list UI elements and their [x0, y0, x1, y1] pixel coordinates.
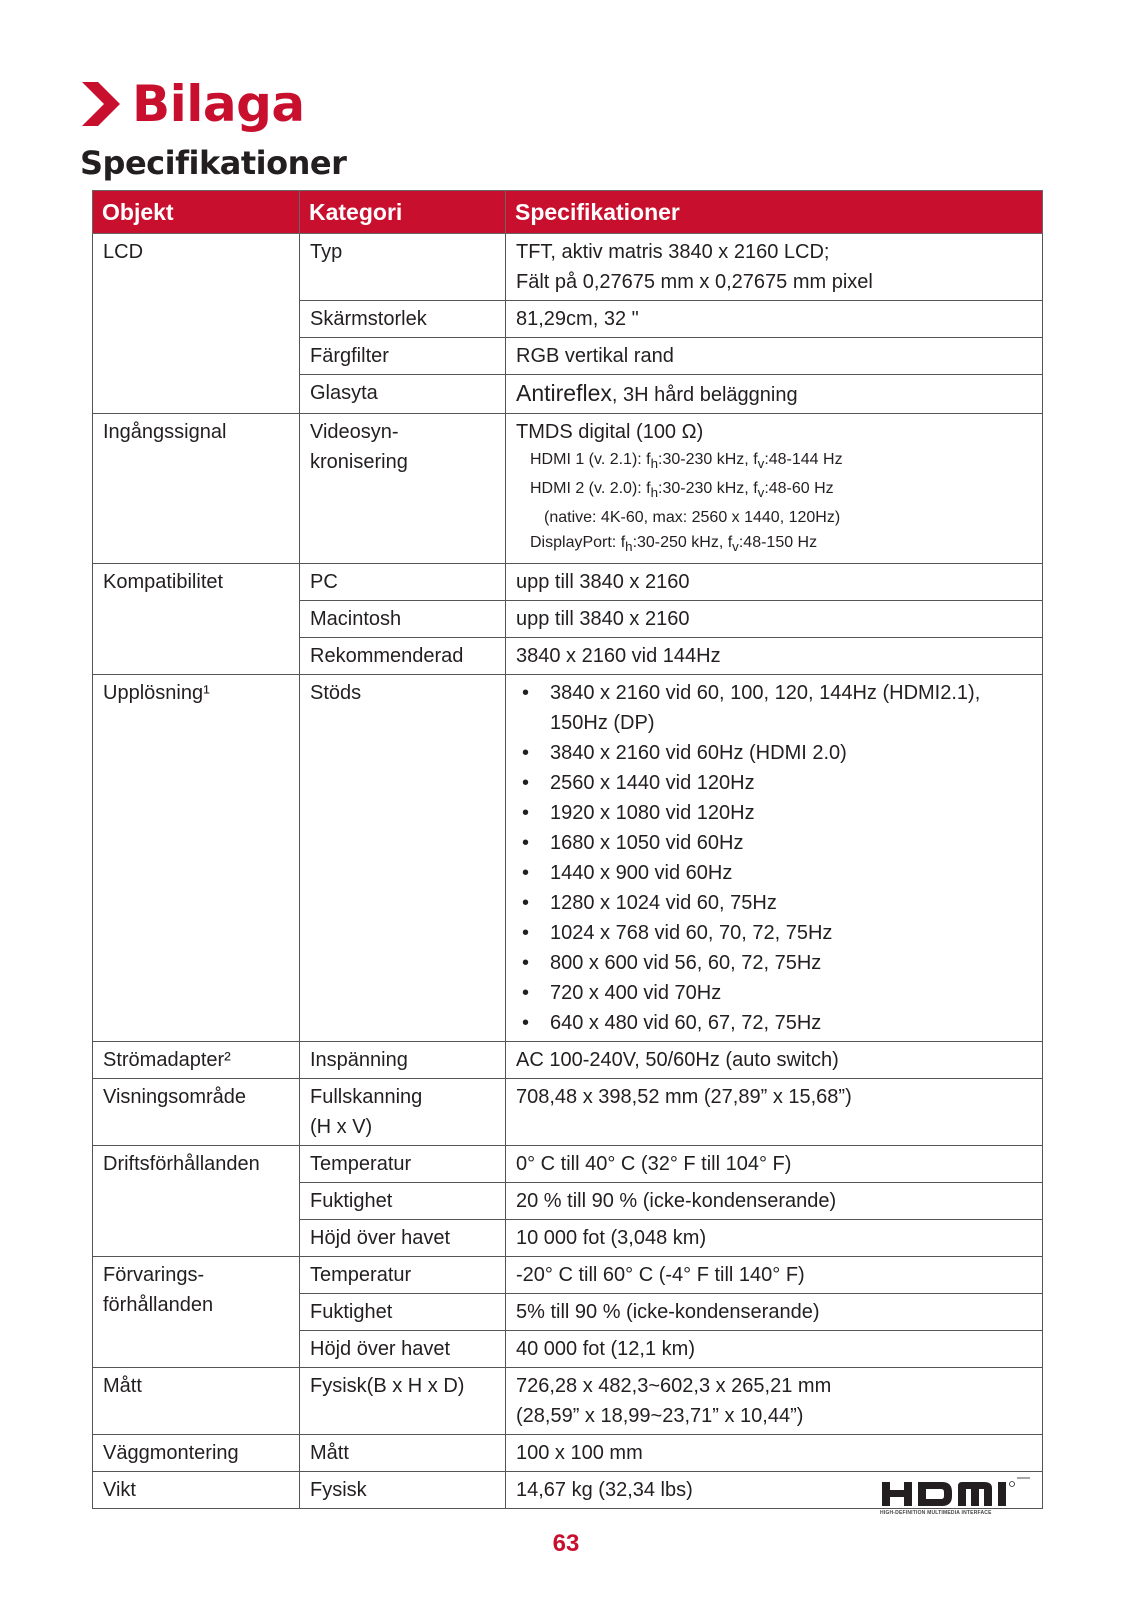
spec-cell: RGB vertikal rand	[506, 338, 1043, 375]
spec-line: (28,59” x 18,99~23,71” x 10,44”)	[516, 1404, 804, 1427]
item-line: Förvarings-	[103, 1263, 205, 1286]
spec-cell: 81,29cm, 32 "	[506, 301, 1043, 338]
table-row	[93, 414, 1043, 564]
item-line: förhållanden	[103, 1293, 214, 1316]
category-cell: Glasyta	[300, 375, 506, 414]
table-row	[93, 1434, 1043, 1471]
list-item: • 1024 x 768 vid 60, 70, 72, 75Hz	[516, 918, 1032, 948]
spec-cell: 14,67 kg (32,34 lbs)	[506, 1471, 1043, 1508]
category-cell: Stöds	[300, 674, 506, 1041]
item-cell: Mått	[93, 1367, 300, 1434]
sub: v	[732, 539, 739, 555]
spec-cell	[506, 234, 1043, 301]
list-item: • 640 x 480 vid 60, 67, 72, 75Hz	[516, 1008, 1032, 1038]
text: DisplayPort: f	[530, 534, 626, 552]
chapter-title: Bilaga	[132, 75, 305, 133]
table-row	[93, 234, 1043, 301]
table-row	[93, 674, 1043, 1041]
table-row	[93, 1041, 1043, 1078]
table-row	[93, 1256, 1043, 1293]
category-cell: Mått	[300, 1434, 506, 1471]
category-cell: Fuktighet	[300, 1293, 506, 1330]
text: :30-250 kHz, f	[632, 534, 733, 552]
category-cell: Temperatur	[300, 1256, 506, 1293]
table-row	[93, 1078, 1043, 1145]
list-item: • 1680 x 1050 vid 60Hz	[516, 828, 1032, 858]
item-cell: Upplösning¹	[93, 674, 300, 1041]
hdmi1-line	[516, 447, 1032, 476]
item-cell: Visningsområde	[93, 1078, 300, 1145]
item-cell: Ingångssignal	[93, 414, 300, 564]
chevron-right-icon	[80, 80, 122, 128]
header-category: Kategori	[300, 191, 506, 234]
spec-cell: 708,48 x 398,52 mm (27,89” x 15,68”)	[506, 1078, 1043, 1145]
spec-cell: AC 100-240V, 50/60Hz (auto switch)	[506, 1041, 1043, 1078]
item-cell: Strömadapter²	[93, 1041, 300, 1078]
spec-cell	[506, 674, 1043, 1041]
item-cell: Kompatibilitet	[93, 563, 300, 674]
list-item: • 800 x 600 vid 56, 60, 72, 75Hz	[516, 948, 1032, 978]
category-cell: Typ	[300, 234, 506, 301]
list-item: • 3840 x 2160 vid 60, 100, 120, 144Hz (HDMI2.1), 150Hz (DP)	[516, 678, 1032, 738]
item-cell: Driftsförhållanden	[93, 1145, 300, 1256]
item-cell: LCD	[93, 234, 300, 414]
sub: h	[650, 485, 659, 501]
spec-cell: 3840 x 2160 vid 144Hz	[506, 637, 1043, 674]
table-row	[93, 1367, 1043, 1434]
category-cell: PC	[300, 563, 506, 600]
spec-line: 726,28 x 482,3~602,3 x 265,21 mm	[516, 1374, 832, 1397]
spec-cell	[506, 414, 1043, 564]
spec-line: TMDS digital (100 Ω)	[516, 421, 704, 443]
list-item: • 3840 x 2160 vid 60Hz (HDMI 2.0)	[516, 738, 1032, 768]
hdmi2-line	[516, 476, 1032, 505]
spec-table	[92, 190, 1043, 1509]
item-cell: Väggmontering	[93, 1434, 300, 1471]
section-title: Specifikationer	[80, 144, 347, 182]
hdmi-logo-subtitle: HIGH-DEFINITION MULTIMEDIA INTERFACE	[880, 1510, 992, 1516]
spec-line: Fält på 0,27675 mm x 0,27675 mm pixel	[516, 271, 873, 293]
text: :48-144 Hz	[764, 451, 843, 468]
header-item: Objekt	[93, 191, 300, 234]
spec-cell: 0° C till 40° C (32° F till 104° F)	[506, 1145, 1043, 1182]
spec-cell: 5% till 90 % (icke-kondenserande)	[506, 1293, 1043, 1330]
spec-cell	[506, 1367, 1043, 1434]
spec-cell	[506, 375, 1043, 414]
category-line: (H x V)	[310, 1115, 373, 1138]
category-cell: Höjd över havet	[300, 1219, 506, 1256]
spec-cell: upp till 3840 x 2160	[506, 563, 1043, 600]
sub: v	[757, 456, 765, 472]
category-cell	[300, 1078, 506, 1145]
category-cell	[300, 414, 506, 564]
list-item: • 720 x 400 vid 70Hz	[516, 978, 1032, 1008]
text: HDMI 1 (v. 2.1): f	[530, 451, 651, 468]
category-cell: Temperatur	[300, 1145, 506, 1182]
sub: v	[757, 485, 765, 501]
text: :30-230 kHz, f	[658, 480, 758, 498]
category-cell: Fysisk(B x H x D)	[300, 1367, 506, 1434]
table-row	[93, 1145, 1043, 1182]
sub: h	[650, 456, 659, 472]
text: :30-230 kHz, f	[658, 451, 758, 468]
category-cell: Höjd över havet	[300, 1330, 506, 1367]
category-line: Videosyn-	[310, 421, 399, 443]
table-row	[93, 563, 1043, 600]
category-cell: Inspänning	[300, 1041, 506, 1078]
hdmi-logo-icon	[880, 1476, 1030, 1512]
spec-cell: 40 000 fot (12,1 km)	[506, 1330, 1043, 1367]
item-cell	[93, 1256, 300, 1367]
native-line: (native: 4K-60, max: 2560 x 1440, 120Hz)	[544, 509, 841, 527]
category-cell: Rekommenderad	[300, 637, 506, 674]
header-spec: Specifikationer	[506, 191, 1043, 234]
category-cell: Fysisk	[300, 1471, 506, 1508]
resolution-list	[516, 678, 1032, 1038]
category-cell: Fuktighet	[300, 1182, 506, 1219]
category-line: kronisering	[310, 451, 408, 473]
spec-cell: 100 x 100 mm	[506, 1434, 1043, 1471]
spec-rest: , 3H hård beläggning	[611, 384, 798, 406]
list-item: • 1440 x 900 vid 60Hz	[516, 858, 1032, 888]
page-number: 63	[552, 1530, 580, 1557]
spec-big: Antireflex	[516, 380, 612, 406]
text: :48-60 Hz	[764, 480, 834, 498]
spec-line: TFT, aktiv matris 3840 x 2160 LCD;	[516, 241, 830, 263]
table-header-row	[93, 191, 1043, 234]
text: :48-150 Hz	[738, 534, 818, 552]
spec-cell: -20° C till 60° C (-4° F till 140° F)	[506, 1256, 1043, 1293]
category-cell: Macintosh	[300, 600, 506, 637]
text: HDMI 2 (v. 2.0): f	[530, 480, 651, 498]
list-item: • 1920 x 1080 vid 120Hz	[516, 798, 1032, 828]
spec-cell: 10 000 fot (3,048 km)	[506, 1219, 1043, 1256]
category-line: Fullskanning	[310, 1085, 423, 1108]
dp-line	[516, 530, 1032, 559]
category-cell: Färgfilter	[300, 338, 506, 375]
chapter-heading	[80, 74, 305, 134]
sub: h	[625, 539, 633, 555]
item-cell: Vikt	[93, 1471, 300, 1508]
list-item: • 2560 x 1440 vid 120Hz	[516, 768, 1032, 798]
list-item: • 1280 x 1024 vid 60, 75Hz	[516, 888, 1032, 918]
spec-cell: upp till 3840 x 2160	[506, 600, 1043, 637]
category-cell: Skärmstorlek	[300, 301, 506, 338]
spec-cell: 20 % till 90 % (icke-kondenserande)	[506, 1182, 1043, 1219]
